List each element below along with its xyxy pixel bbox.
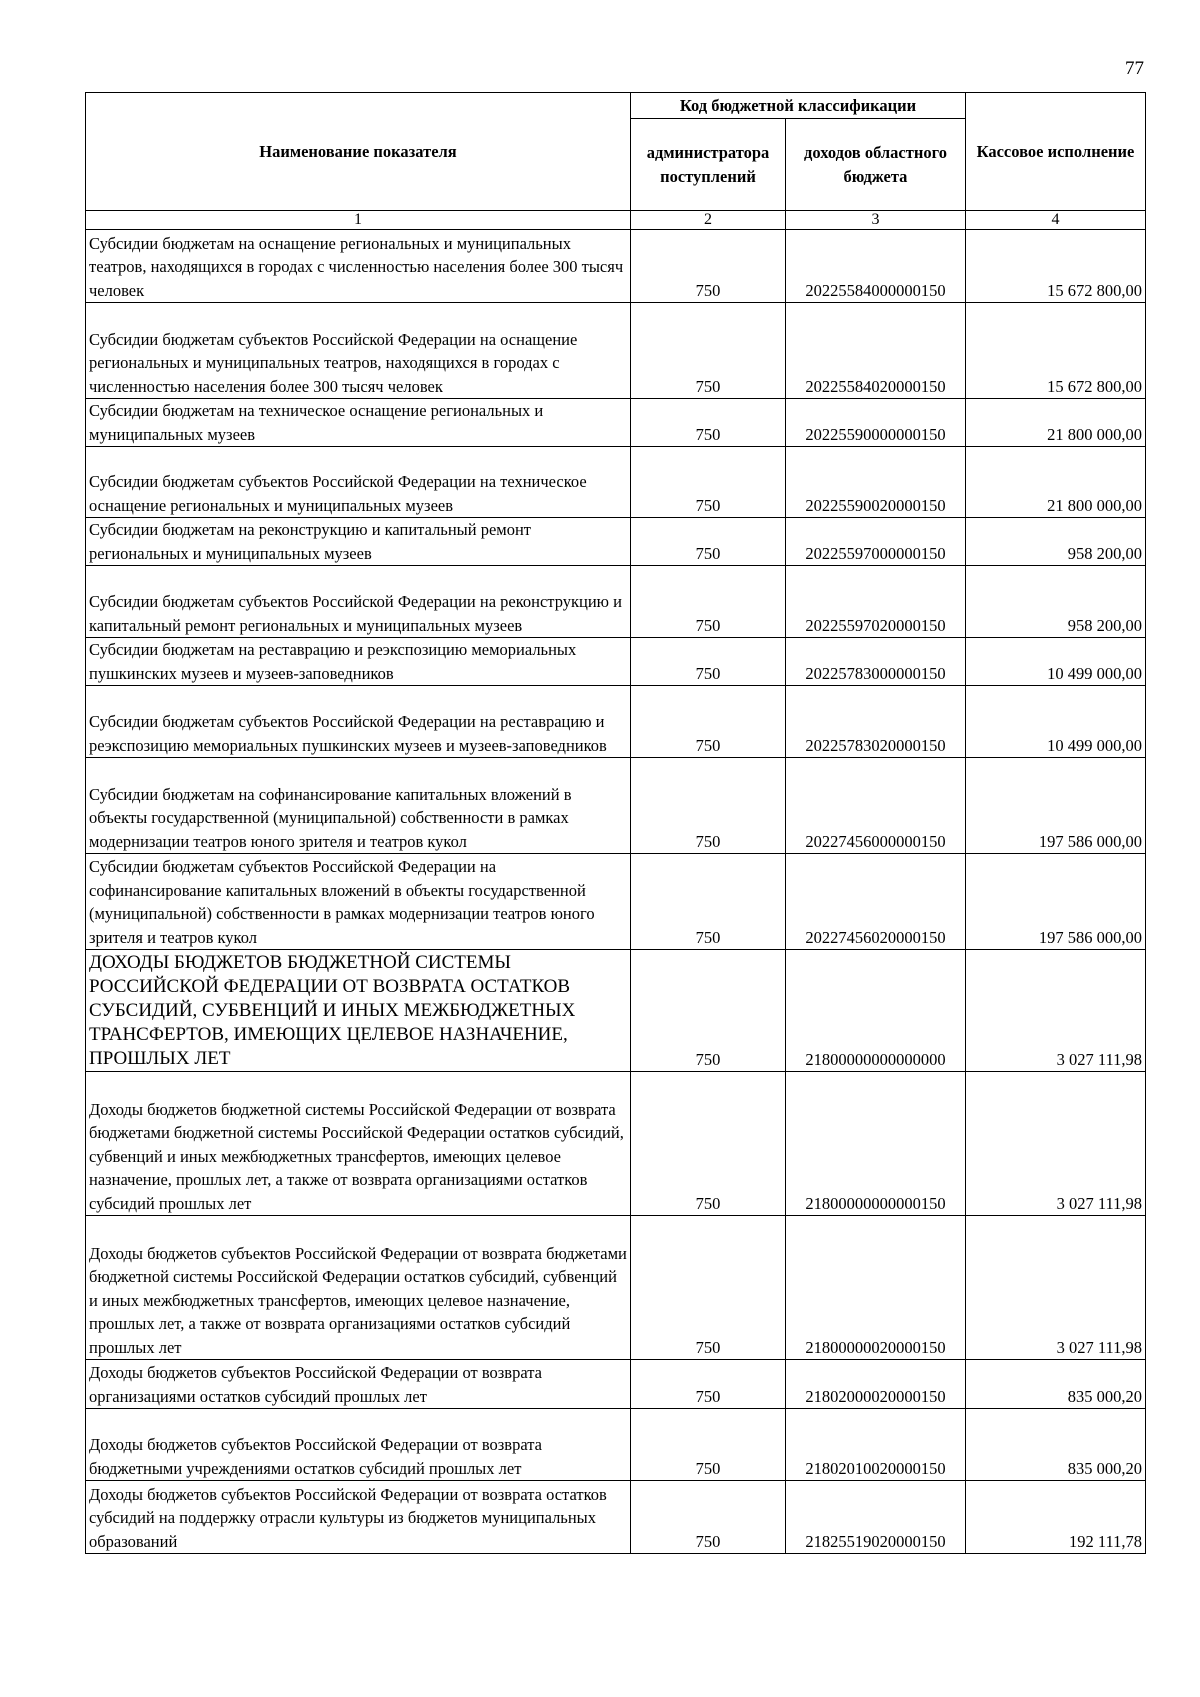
row-name: Субсидии бюджетам на реставрацию и реэкспозицию мемориальных пушкинских музеев и музеев-заповедников <box>86 638 631 686</box>
row-income-code: 20225590000000150 <box>786 399 966 447</box>
table-row <box>86 638 1146 686</box>
header-name: Наименование показателя <box>86 93 631 211</box>
row-name: Субсидии бюджетам на оснащение региональных и муниципальных театров, находящихся в городах с численностью населения более 300 тысяч человек <box>86 230 631 303</box>
row-amount: 15 672 800,00 <box>966 230 1146 303</box>
row-income-code: 20225783000000150 <box>786 638 966 686</box>
row-admin-code: 750 <box>631 447 786 518</box>
col-number: 4 <box>966 211 1146 230</box>
budget-table <box>85 92 1146 1554</box>
table-row <box>86 1481 1146 1554</box>
row-admin-code: 750 <box>631 230 786 303</box>
table-row <box>86 230 1146 303</box>
row-name: Доходы бюджетов субъектов Российской Федерации от возврата остатков субсидий на поддержку отрасли культуры из бюджетов муниципальных образований <box>86 1481 631 1554</box>
table-row <box>86 950 1146 1072</box>
row-income-code: 20225590020000150 <box>786 447 966 518</box>
row-admin-code: 750 <box>631 950 786 1072</box>
row-admin-code: 750 <box>631 638 786 686</box>
row-amount: 3 027 111,98 <box>966 950 1146 1072</box>
row-name: Субсидии бюджетам на софинансирование капитальных вложений в объекты государственной (муниципальной) собственности в рамках модернизации театров юного зрителя и театров кукол <box>86 758 631 854</box>
row-income-code: 20225584000000150 <box>786 230 966 303</box>
row-amount: 958 200,00 <box>966 566 1146 638</box>
table-row <box>86 686 1146 758</box>
row-admin-code: 750 <box>631 854 786 950</box>
row-amount: 10 499 000,00 <box>966 686 1146 758</box>
row-amount: 835 000,20 <box>966 1360 1146 1409</box>
row-amount: 21 800 000,00 <box>966 399 1146 447</box>
table-row <box>86 447 1146 518</box>
row-name: Субсидии бюджетам на реконструкцию и капитальный ремонт региональных и муниципальных музеев <box>86 518 631 566</box>
table-row <box>86 518 1146 566</box>
row-income-code: 20225584020000150 <box>786 303 966 399</box>
row-name: Доходы бюджетов субъектов Российской Федерации от возврата бюджетными учреждениями остатков субсидий прошлых лет <box>86 1409 631 1481</box>
page-number: 77 <box>1125 58 1144 79</box>
row-income-code: 20225597000000150 <box>786 518 966 566</box>
table-row <box>86 399 1146 447</box>
header-amount: Кассовое исполнение <box>966 93 1146 211</box>
row-income-code: 20227456020000150 <box>786 854 966 950</box>
header-code-group: Код бюджетной классификации <box>631 93 966 119</box>
table-row <box>86 1072 1146 1216</box>
row-income-code: 21825519020000150 <box>786 1481 966 1554</box>
row-amount: 15 672 800,00 <box>966 303 1146 399</box>
row-amount: 3 027 111,98 <box>966 1216 1146 1360</box>
row-admin-code: 750 <box>631 1409 786 1481</box>
row-name: Субсидии бюджетам субъектов Российской Федерации на софинансирование капитальных вложений в объекты государственной (муниципальной) собственности в рамках модернизации театров юного зрителя и театров кукол <box>86 854 631 950</box>
row-amount: 10 499 000,00 <box>966 638 1146 686</box>
row-admin-code: 750 <box>631 1216 786 1360</box>
row-name: Доходы бюджетов субъектов Российской Федерации от возврата организациями остатков субсидий прошлых лет <box>86 1360 631 1409</box>
row-income-code: 20225597020000150 <box>786 566 966 638</box>
table-row <box>86 1409 1146 1481</box>
row-amount: 197 586 000,00 <box>966 758 1146 854</box>
table-row <box>86 566 1146 638</box>
row-income-code: 21800000020000150 <box>786 1216 966 1360</box>
row-income-code: 21800000000000150 <box>786 1072 966 1216</box>
row-amount: 835 000,20 <box>966 1409 1146 1481</box>
row-admin-code: 750 <box>631 1360 786 1409</box>
row-amount: 192 111,78 <box>966 1481 1146 1554</box>
row-amount: 197 586 000,00 <box>966 854 1146 950</box>
row-income-code: 21802000020000150 <box>786 1360 966 1409</box>
row-admin-code: 750 <box>631 399 786 447</box>
row-name: Доходы бюджетов бюджетной системы Российской Федерации от возврата бюджетами бюджетной системы Российской Федерации остатков субсидий, субвенций и иных межбюджетных трансфертов, имеющих целевое назначение, прошлых лет, а также от возврата организациями остатков субсидий прошлых лет <box>86 1072 631 1216</box>
table-row <box>86 1216 1146 1360</box>
row-admin-code: 750 <box>631 1481 786 1554</box>
row-name: ДОХОДЫ БЮДЖЕТОВ БЮДЖЕТНОЙ СИСТЕМЫ РОССИЙСКОЙ ФЕДЕРАЦИИ ОТ ВОЗВРАТА ОСТАТКОВ СУБСИДИЙ, СУБВЕНЦИЙ И ИНЫХ МЕЖБЮДЖЕТНЫХ ТРАНСФЕРТОВ, ИМЕЮЩИХ ЦЕЛЕВОЕ НАЗНАЧЕНИЕ, ПРОШЛЫХ ЛЕТ <box>86 950 631 1072</box>
row-name: Субсидии бюджетам субъектов Российской Федерации на оснащение региональных и муниципальных театров, находящихся в городах с численностью населения более 300 тысяч человек <box>86 303 631 399</box>
row-income-code: 20227456000000150 <box>786 758 966 854</box>
row-income-code: 20225783020000150 <box>786 686 966 758</box>
row-amount: 21 800 000,00 <box>966 447 1146 518</box>
row-name: Субсидии бюджетам субъектов Российской Федерации на реставрацию и реэкспозицию мемориальных пушкинских музеев и музеев-заповедников <box>86 686 631 758</box>
row-name: Субсидии бюджетам на техническое оснащение региональных и муниципальных музеев <box>86 399 631 447</box>
row-admin-code: 750 <box>631 686 786 758</box>
row-admin-code: 750 <box>631 303 786 399</box>
row-admin-code: 750 <box>631 566 786 638</box>
col-number: 3 <box>786 211 966 230</box>
row-admin-code: 750 <box>631 518 786 566</box>
row-name: Субсидии бюджетам субъектов Российской Федерации на техническое оснащение региональных и муниципальных музеев <box>86 447 631 518</box>
row-name: Субсидии бюджетам субъектов Российской Федерации на реконструкцию и капитальный ремонт региональных и муниципальных музеев <box>86 566 631 638</box>
col-number: 1 <box>86 211 631 230</box>
header-admin: администратора поступлений <box>631 119 786 211</box>
row-income-code: 21800000000000000 <box>786 950 966 1072</box>
col-number: 2 <box>631 211 786 230</box>
row-amount: 958 200,00 <box>966 518 1146 566</box>
row-income-code: 21802010020000150 <box>786 1409 966 1481</box>
header-code: доходов областного бюджета <box>786 119 966 211</box>
row-name: Доходы бюджетов субъектов Российской Федерации от возврата бюджетами бюджетной системы Российской Федерации остатков субсидий, субвенций и иных межбюджетных трансфертов, имеющих целевое назначение, прошлых лет, а также от возврата организациями остатков субсидий прошлых лет <box>86 1216 631 1360</box>
row-admin-code: 750 <box>631 758 786 854</box>
table-row <box>86 1360 1146 1409</box>
row-admin-code: 750 <box>631 1072 786 1216</box>
table-row <box>86 303 1146 399</box>
row-amount: 3 027 111,98 <box>966 1072 1146 1216</box>
table-row <box>86 758 1146 854</box>
table-row <box>86 854 1146 950</box>
